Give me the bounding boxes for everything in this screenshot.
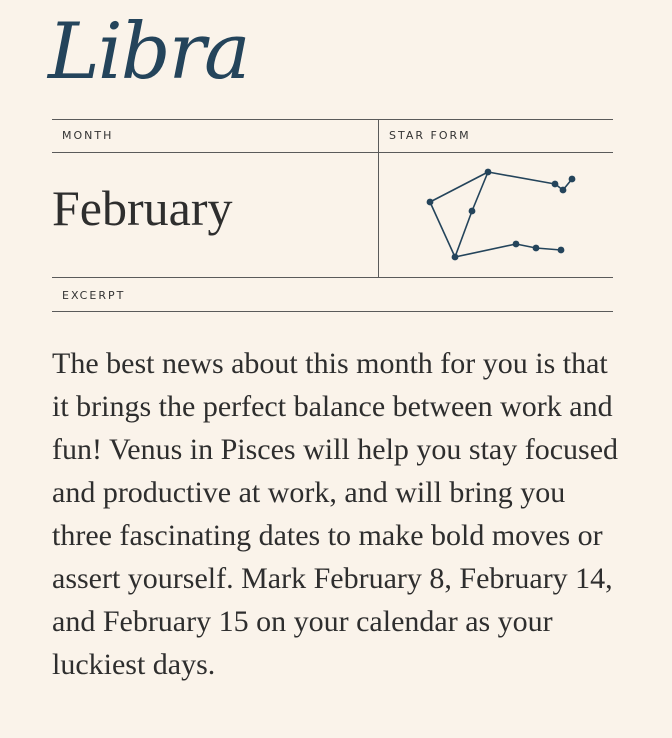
section-divider: [52, 277, 613, 278]
excerpt-divider: [52, 311, 613, 312]
header-row-divider: [52, 152, 613, 153]
column-divider: [378, 119, 379, 278]
top-divider: [52, 119, 613, 120]
libra-constellation-icon: [400, 160, 600, 270]
excerpt-text: The best news about this month for you is that it brings the perfect balance between work and fun! Venus in Pisces will help you stay focused and productive at work, and will bring you three fascinating dates to make bold moves or assert yourself. Mark February 8, February 14, and February 15 on your calendar as your luckiest days.: [52, 347, 619, 681]
star-form-label: STAR FORM: [389, 129, 471, 142]
excerpt-label: EXCERPT: [62, 289, 126, 302]
month-value: February: [52, 180, 233, 236]
page-title: Libra: [48, 7, 249, 97]
month-label: MONTH: [62, 129, 114, 142]
